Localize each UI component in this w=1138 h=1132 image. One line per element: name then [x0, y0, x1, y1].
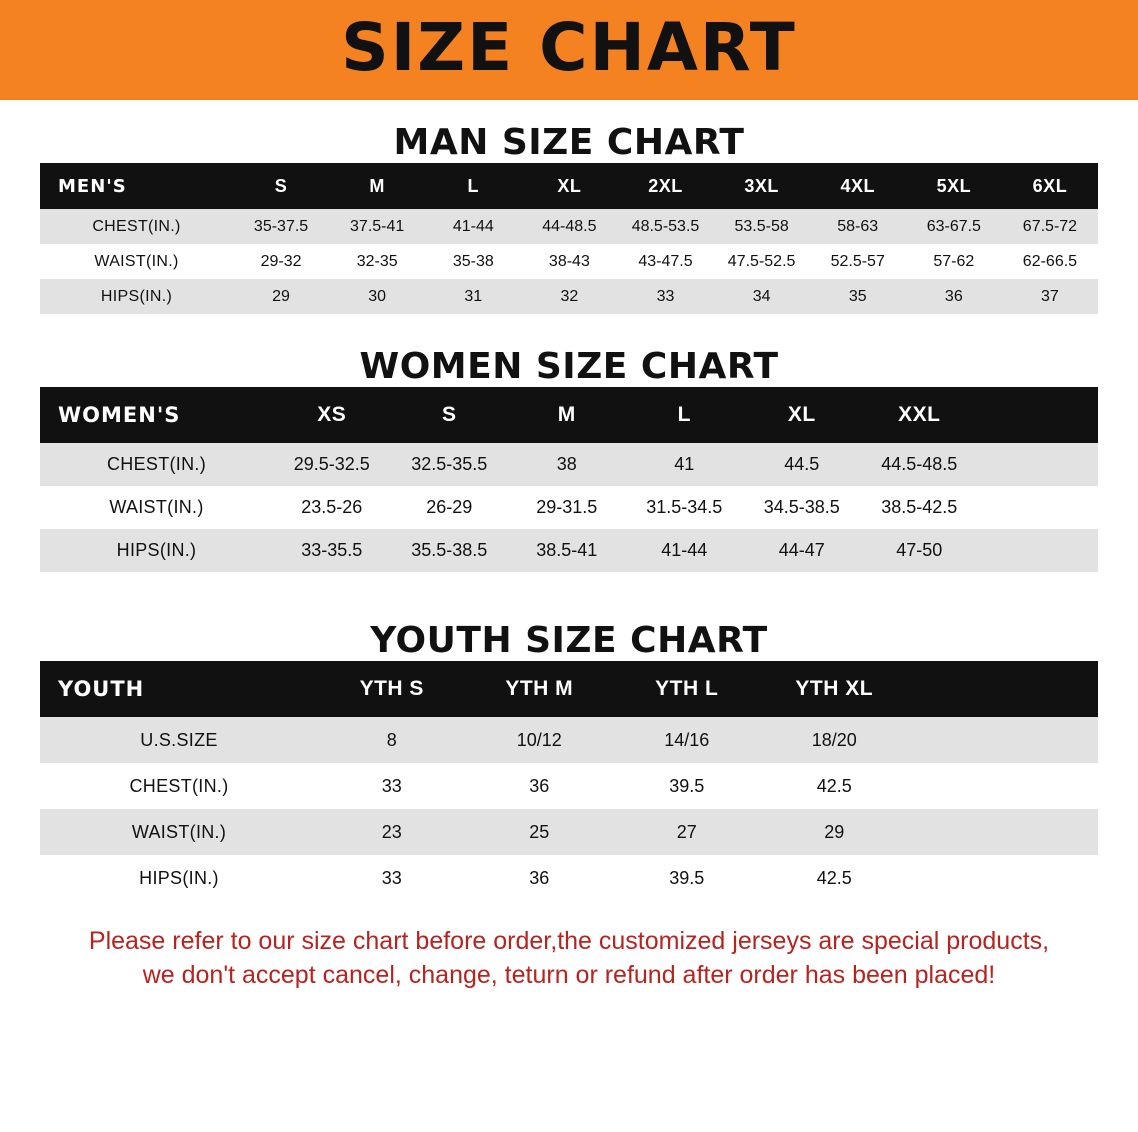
man-col-header: 5XL: [936, 175, 972, 196]
youth-col-header: YTH M: [505, 677, 574, 700]
women-cell: 31.5-34.5: [646, 497, 723, 517]
youth-cell: 36: [529, 867, 550, 888]
youth-table-wrapper: [40, 661, 1098, 901]
man-cell: 29: [272, 287, 290, 305]
man-row-label: CHEST(IN.): [92, 217, 181, 235]
man-cell: 44-48.5: [542, 217, 597, 235]
women-cell: 26-29: [426, 497, 473, 517]
women-row-label: WAIST(IN.): [109, 497, 204, 517]
man-cell: 37: [1041, 287, 1059, 305]
women-header-row: [40, 387, 1098, 443]
man-col-header: 6XL: [1032, 175, 1068, 196]
man-cell: 58-63: [837, 217, 879, 235]
man-col-header: XL: [557, 175, 582, 196]
women-cell: 38.5-42.5: [881, 497, 958, 517]
women-spacer-cell: [978, 486, 1098, 529]
women-table-head: [40, 387, 1098, 443]
youth-cell: 27: [676, 821, 697, 842]
youth-table-head: [40, 661, 1098, 717]
women-cell: 35.5-38.5: [411, 540, 488, 560]
youth-cell: 33: [381, 775, 402, 796]
man-col-header: M: [369, 175, 385, 196]
man-cell: 52.5-57: [830, 252, 885, 270]
man-col-header: 3XL: [744, 175, 779, 196]
youth-cell: 10/12: [516, 729, 562, 750]
man-cell: 41-44: [452, 217, 494, 235]
man-header-label: MEN'S: [58, 175, 127, 197]
man-cell: 35: [848, 287, 867, 305]
women-cell: 23.5-26: [301, 497, 363, 517]
policy-note-line-1: Please refer to our size chart before order,the customized jerseys are special products,: [88, 927, 1050, 955]
women-table-body: [40, 443, 1098, 572]
man-cell: 57-62: [933, 252, 975, 270]
page-banner: [0, 0, 1138, 100]
women-row-label: CHEST(IN.): [107, 454, 206, 474]
table-row: [40, 486, 1098, 529]
youth-cell: 25: [529, 821, 550, 842]
youth-header-row: [40, 661, 1098, 717]
policy-note-line-2: we don't accept cancel, change, teturn or refund after order has been placed!: [142, 960, 996, 989]
man-cell: 36: [944, 287, 963, 305]
man-table-head: [40, 163, 1098, 209]
youth-row-label: U.S.SIZE: [140, 729, 218, 750]
page-title: SIZE CHART: [341, 9, 797, 86]
man-cell: 34: [752, 287, 771, 305]
youth-cell: 18/20: [811, 729, 857, 750]
youth-col-header: YTH S: [359, 677, 424, 700]
man-cell: 67.5-72: [1022, 217, 1078, 235]
women-cell: 41-44: [661, 540, 708, 560]
table-row: [40, 717, 1098, 763]
women-cell: 33-35.5: [301, 540, 363, 560]
man-row-label: WAIST(IN.): [94, 252, 179, 270]
youth-cell: 23: [381, 821, 402, 842]
man-cell: 63-67.5: [926, 217, 981, 235]
women-cell: 32.5-35.5: [411, 454, 488, 474]
youth-section-title: YOUTH SIZE CHART: [370, 620, 768, 661]
women-cell: 29-31.5: [536, 497, 598, 517]
youth-spacer-header: [908, 661, 1098, 717]
man-cell: 35-38: [452, 252, 494, 270]
women-cell: 38.5-41: [536, 540, 598, 560]
youth-cell: 39.5: [669, 775, 705, 796]
women-section-title: WOMEN SIZE CHART: [359, 346, 779, 387]
table-row: [40, 529, 1098, 572]
women-cell: 41: [674, 454, 695, 474]
man-cell: 53.5-58: [734, 217, 789, 235]
man-cell: 48.5-53.5: [631, 217, 700, 235]
youth-spacer-cell: [908, 717, 1098, 763]
youth-cell: 33: [381, 867, 402, 888]
man-table-body: [40, 209, 1098, 314]
women-col-header: XS: [317, 403, 347, 426]
table-row: [40, 855, 1098, 901]
man-size-table: [40, 163, 1098, 314]
women-spacer-header: [978, 387, 1098, 443]
youth-cell: 42.5: [816, 775, 852, 796]
policy-note: [34, 925, 1104, 993]
women-cell: 44.5: [784, 454, 820, 474]
man-cell: 33: [656, 287, 675, 305]
youth-cell: 39.5: [669, 867, 705, 888]
women-spacer-cell: [978, 443, 1098, 486]
women-cell: 44.5-48.5: [881, 454, 958, 474]
table-row: [40, 443, 1098, 486]
man-cell: 38-43: [548, 252, 590, 270]
women-cell: 29.5-32.5: [293, 454, 370, 474]
youth-spacer-cell: [908, 809, 1098, 855]
women-size-table: [40, 387, 1098, 572]
women-cell: 47-50: [896, 540, 943, 560]
table-row: [40, 809, 1098, 855]
man-cell: 37.5-41: [350, 217, 405, 235]
man-col-header: S: [274, 175, 288, 196]
women-row-label: HIPS(IN.): [116, 540, 197, 560]
table-row: [40, 279, 1098, 314]
youth-spacer-cell: [908, 763, 1098, 809]
man-cell: 29-32: [260, 252, 302, 270]
man-cell: 32-35: [356, 252, 398, 270]
youth-cell: 14/16: [664, 729, 710, 750]
man-table-wrapper: [40, 163, 1098, 314]
youth-cell: 8: [386, 729, 397, 750]
man-cell: 35-37.5: [253, 217, 309, 235]
table-row: [40, 763, 1098, 809]
youth-header-label: YOUTH: [58, 677, 145, 701]
women-cell: 34.5-38.5: [763, 497, 840, 517]
women-spacer-cell: [978, 529, 1098, 572]
table-row: [40, 209, 1098, 244]
women-header-label: WOMEN'S: [58, 403, 181, 427]
youth-row-label: HIPS(IN.): [139, 867, 219, 888]
youth-cell: 29: [824, 821, 845, 842]
man-cell: 62-66.5: [1022, 252, 1078, 270]
youth-spacer-cell: [908, 855, 1098, 901]
youth-cell: 42.5: [816, 867, 852, 888]
table-row: [40, 244, 1098, 279]
women-col-header: M: [557, 403, 576, 426]
youth-col-header: YTH XL: [795, 677, 874, 700]
women-col-header: L: [677, 403, 691, 426]
man-cell: 47.5-52.5: [727, 252, 796, 270]
youth-cell: 36: [529, 775, 550, 796]
women-table-wrapper: [40, 387, 1098, 572]
man-section-title: MAN SIZE CHART: [393, 122, 745, 163]
man-cell: 30: [368, 287, 387, 305]
man-cell: 43-47.5: [638, 252, 693, 270]
man-col-header: 2XL: [648, 175, 683, 196]
man-cell: 31: [464, 287, 483, 305]
women-cell: 38: [556, 454, 577, 474]
man-col-header: 4XL: [840, 175, 875, 196]
man-col-header: L: [467, 175, 480, 196]
man-header-row: [40, 163, 1098, 209]
man-cell: 32: [560, 287, 579, 305]
women-col-header: XXL: [898, 403, 941, 426]
women-col-header: S: [441, 403, 457, 426]
women-col-header: XL: [787, 403, 816, 426]
youth-row-label: WAIST(IN.): [131, 821, 227, 842]
youth-row-label: CHEST(IN.): [129, 775, 229, 796]
youth-table-body: [40, 717, 1098, 901]
youth-col-header: YTH L: [655, 677, 719, 700]
youth-size-table: [40, 661, 1098, 901]
man-row-label: HIPS(IN.): [100, 287, 173, 305]
women-cell: 44-47: [778, 540, 825, 560]
